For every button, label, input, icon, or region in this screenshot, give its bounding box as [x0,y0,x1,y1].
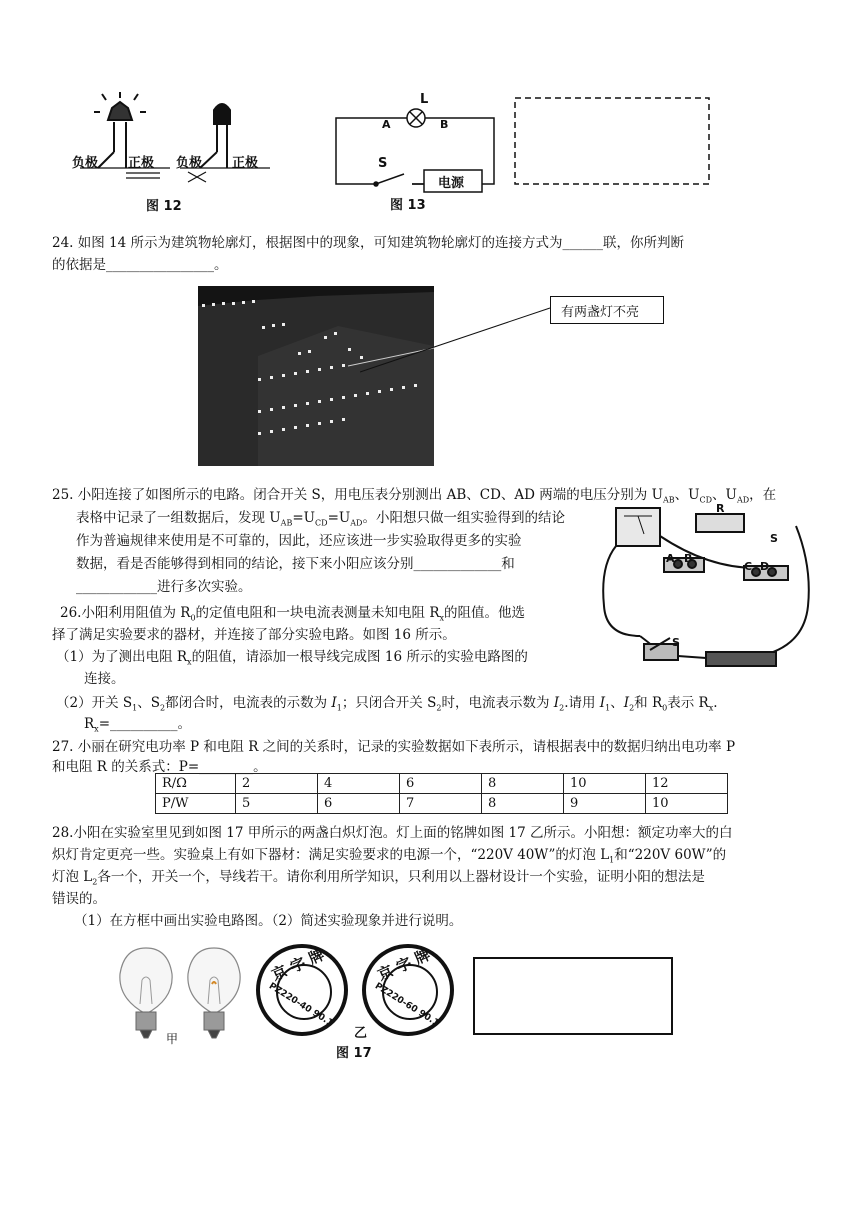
q25-line-1: 25. 小阳连接了如图所示的电路。闭合开关 S，用电压表分别测出 AB、CD、AD 两端的电压分别为 $U_{AB}$、$U_{CD}$、$U_{AD}$，在 [52,487,777,505]
neg-label-1: 负极 [72,156,99,171]
pos-label-1: 正极 [128,156,155,171]
q25-line-2: 表格中记录了一组数据后，发现 $U_{AB}=U_{CD}=U_{AD}$。小阳想只做一组实验得到的结论 [76,510,565,528]
figure-12-caption: 图 12 [146,199,182,214]
seal-2-spec: PZ220-60 90.1 [372,981,441,1029]
q26-part-1: （1）为了测出电阻 $R_x$的阻值，请添加一根导线完成图 16 所示的实验电路图的 [56,649,528,667]
q24-line-2: 的依据是________________。 [52,257,228,273]
q27-line-2: 和电阻 R 的关系式：P=________。 [52,759,267,775]
table-cell: 6 [400,774,482,794]
circuit-photo-16 [600,506,812,672]
callout-pointer-line [360,300,560,380]
table-cell: 7 [400,794,482,814]
table-cell: 9 [564,794,646,814]
q24-line-1: 24. 如图 14 所示为建筑物轮廓灯，根据图中的现象，可知建筑物轮廓灯的连接方式为______联，你所判断 [52,235,685,251]
q27-line-1: 27. 小丽在研究电功率 P 和电阻 R 之间的关系时，记录的实验数据如下表所示，请根据表中的数据归纳出电功率 P [52,739,736,755]
pos-label-2: 正极 [232,156,259,171]
table-cell: 10 [646,794,728,814]
table-cell: 12 [646,774,728,794]
fig16-label-S1: S [770,532,778,545]
seal-1-spec: PZ220-40 90.1 [266,981,335,1029]
q25-line-4: 数据，看是否能够得到相同的结论，接下来小阳应该分别_____________和 [76,556,515,572]
q26-part-1-cont: 连接。 [84,671,125,687]
q25-line-5: ____________进行多次实验。 [76,579,252,595]
fig16-label-C: C [744,560,753,573]
table-cell: 2 [236,774,318,794]
seal-2-brand: 京 字 牌 [374,945,433,985]
q28-line-1: 28.小阳在实验室里见到如图 17 甲所示的两盏白炽灯泡。灯上面的铭牌如图 17 乙所示。小阳想：额定功率大的白 [52,825,733,841]
q26-answer: $R_x=\_\_\_\_\_\_\_\_\_\_$。 [84,716,191,734]
table-cell: 4 [318,774,400,794]
power-source-label: 电源 [438,176,465,191]
lamp-label-L: L [420,92,429,107]
table-row [156,794,728,814]
q28-line-5: （1）在方框中画出实验电路图。（2）简述实验现象并进行说明。 [74,913,463,929]
nameplate-seal-1 [256,944,348,1036]
q26-line-1: 26.小阳利用阻值为 $R_0$的定值电阻和一块电流表测量未知电阻 $R_x$的阻值。他选 [60,605,526,623]
q28-line-3: 灯泡 $L_2$各一个，开关一个，导线若干。请你利用所学知识，只利用以上器材设计一个实验，证明小阳的想法是 [52,869,705,887]
table-cell: P/W [156,794,236,814]
seal-1-brand: 京 字 牌 [268,945,327,985]
q25-line-3: 作为普遍规律来使用是不可靠的，因此，还应该进一步实验取得更多的实验 [76,533,522,549]
callout-text: 有两盏灯不亮 [561,305,640,320]
neg-label-2: 负极 [176,156,203,171]
power-resistance-table [155,773,728,814]
fig16-label-D: D [760,560,770,573]
fig16-label-S: S [672,636,680,649]
circuit-drawing-box[interactable] [473,957,673,1035]
q28-line-4: 错误的。 [52,891,106,907]
callout-box [550,296,664,324]
circuit-diagram-13 [330,90,720,215]
switch-label-S: S [378,156,388,171]
fig16-label-B: B [684,552,693,565]
figure-17-caption: 图 17 [336,1046,372,1061]
nameplate-seal-2 [362,944,454,1036]
point-label-B: B [440,118,449,131]
table-cell: R/Ω [156,774,236,794]
table-cell: 8 [482,794,564,814]
figure-13 [330,90,720,215]
figure-17-bulbs [108,944,248,1044]
point-label-A: A [382,118,391,131]
figure-16-circuit [600,502,812,672]
table-cell: 5 [236,794,318,814]
table-row [156,774,728,794]
table-cell: 8 [482,774,564,794]
fig16-label-R: R [716,502,725,515]
q28-line-2: 炽灯肯定更亮一些。实验桌上有如下器材：满足实验要求的电源一个，“220V 40W”的灯泡 $L_1$和“220V 60W”的 [52,847,727,865]
two-bulbs [108,944,248,1044]
label-jia: 甲 [166,1032,179,1046]
q26-part-2: （2）开关 $S_1$、$S_2$都闭合时，电流表的示数为 $I_1$；只闭合开关 $S_2$时，电流表示数为 $I_2$.请用 $I_1$、$I_2$和 $R_0$表示 $R_x$. [56,695,718,713]
figure-12 [60,90,280,215]
q26-line-2: 择了满足实验要求的器材，并连接了部分实验电路。如图 16 所示。 [52,627,456,643]
table-cell: 10 [564,774,646,794]
figure-13-caption: 图 13 [390,198,426,213]
fig16-label-A: A [666,552,675,565]
table-cell: 6 [318,794,400,814]
label-yi: 乙 [354,1026,368,1041]
